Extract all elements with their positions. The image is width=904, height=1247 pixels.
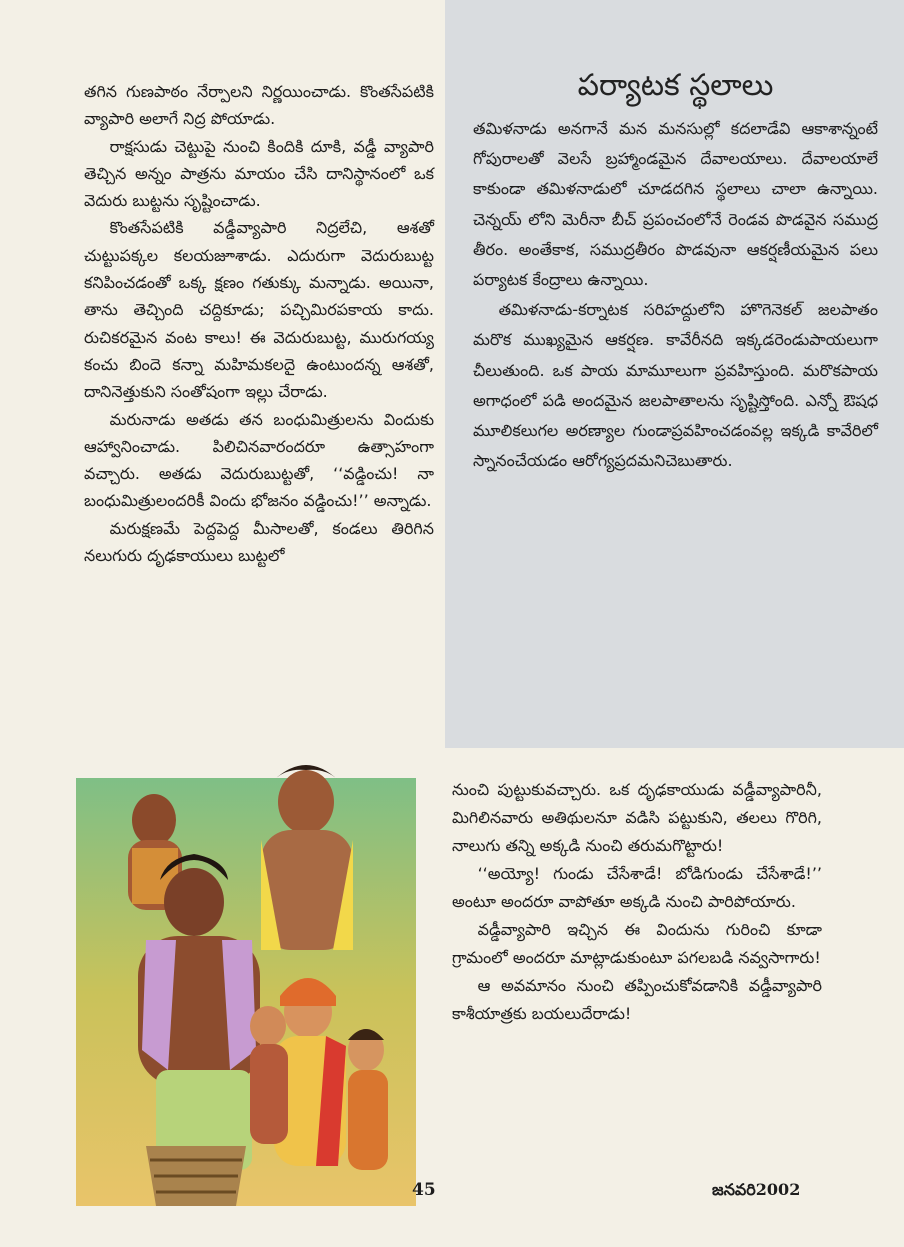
sidebar-body — [473, 114, 878, 476]
story-paragraph: వడ్డీవ్యాపారి ఇచ్చిన ఈ విందును గురించి కూడా గ్రామంలో అందరూ మాట్లాడుకుంటూ పగలబడి నవ్వసాగారు! — [452, 920, 822, 967]
story-paragraph: మరునాడు అతడు తన బంధుమిత్రులను విందుకు ఆహ్వానించాడు. పిలిచినవారందరూ ఉత్సాహంగా వచ్చారు. అతడు వెదురుబుట్టతో, ‘‘వడ్డించు! నా బంధుమిత్రులందరికీ విందు భోజనం వడ్డించు!’’ అన్నాడు. — [84, 409, 434, 511]
sidebar-paragraph: తమిళనాడు అనగానే మన మనసుల్లో కదలాడేవి ఆకాశాన్నంటే గోపురాలతో వెలసే బ్రహ్మాండమైన దేవాలయాలు. దేవాలయాలే కాకుండా తమిళనాడులో చూడదగిన స్థలాలు చాలా ఉన్నాయి. చెన్నయ్ లోని మెరీనా బీచ్ ప్రపంచంలోనే రెండవ పొడవైన సముద్ర తీరం. అంతేకాక, సముద్రతీరం పొడవునా ఆకర్షణీయమైన పలు పర్యాటక కేంద్రాలు ఉన్నాయి. — [473, 119, 878, 290]
sidebar-title: పర్యాటక స్థలాలు — [577, 68, 774, 103]
sidebar-paragraph: తమిళనాడు-కర్నాటక సరిహద్దులోని హొగెనెకల్ జలపాతం మరొక ముఖ్యమైన ఆకర్షణ. కావేరీనది ఇక్కడరెండుపాయలుగా చీలుతుంది. ఒక పాయ మామూలుగా ప్రవహిస్తుంది. మరొకపాయ అగాధంలో పడి అందమైన జలపాతాలను సృష్టిస్తోంది. ఎన్నో ఔషధ మూలికలుగల అరణ్యాల గుండాప్రవహించడంవల్ల ఇక్కడి కావేరిలో స్నానంచేయడం ఆరోగ్యప్రదమనిచెబుతారు. — [473, 300, 878, 471]
story-illustration — [76, 750, 416, 1206]
story-paragraph: నుంచి పుట్టుకువచ్చారు. ఒక దృఢకాయుడు వడ్డీవ్యాపారినీ, మిగిలినవారు అతిథులనూ వడిసి పట్టుకుని, తలలు గొరిగి, నాలుగు తన్ని అక్కడి నుంచి తరుమగొట్టారు! — [452, 780, 822, 855]
story-paragraph: తగిన గుణపాఠం నేర్పాలని నిర్ణయించాడు. కొంతసేపటికి వ్యాపారి అలాగే నిద్ర పోయాడు. — [84, 82, 434, 129]
story-left-column — [84, 78, 434, 569]
story-paragraph: కొంతసేపటికి వడ్డీవ్యాపారి నిద్రలేచి, ఆశతో చుట్టుపక్కల కలయజూశాడు. ఎదురుగా వెదురుబుట్ట కనిపించడంతో ఒక్క క్షణం గతుక్కు మన్నాడు. అయినా, తాను తెచ్చింది చద్దికూడు; పచ్చిమిరపకాయ కాదు. రుచికరమైన వంట కాలు! ఈ వెదురుబుట్ట, మురుగయ్య కంచు బిందె కన్నా మహిమకలదై ఉంటుందన్న ఆశతో, దానినెత్తుకుని సంతోషంగా ఇల్లు చేరాడు. — [84, 218, 434, 402]
page-number: 45 — [412, 1180, 436, 1200]
tourism-sidebar — [445, 0, 904, 748]
issue-date: జనవరి2002 — [712, 1180, 801, 1199]
story-paragraph: రాక్షసుడు చెట్టుపై నుంచి కిందికి దూకి, వడ్డీ వ్యాపారి తెచ్చిన అన్నం పాత్రను మాయం చేసి దానిస్థానంలో ఒక వెదురు బుట్టను సృష్టించాడు. — [84, 136, 434, 211]
story-paragraph: మరుక్షణమే పెద్దపెద్ద మీసాలతో, కండలు తిరిగిన నలుగురు దృఢకాయులు బుట్టలో — [84, 518, 434, 566]
story-right-column — [452, 776, 822, 1028]
story-paragraph: ఆ అవమానం నుంచి తప్పించుకోవడానికి వడ్డీవ్యాపారి కాశీయాత్రకు బయలుదేరాడు! — [452, 976, 822, 1023]
story-paragraph: ‘‘అయ్యో! గుండు చేసేశాడే! బోడిగుండు చేసేశాడే!’’ అంటూ అందరూ వాపోతూ అక్కడి నుంచి పారిపోయారు. — [452, 864, 822, 911]
